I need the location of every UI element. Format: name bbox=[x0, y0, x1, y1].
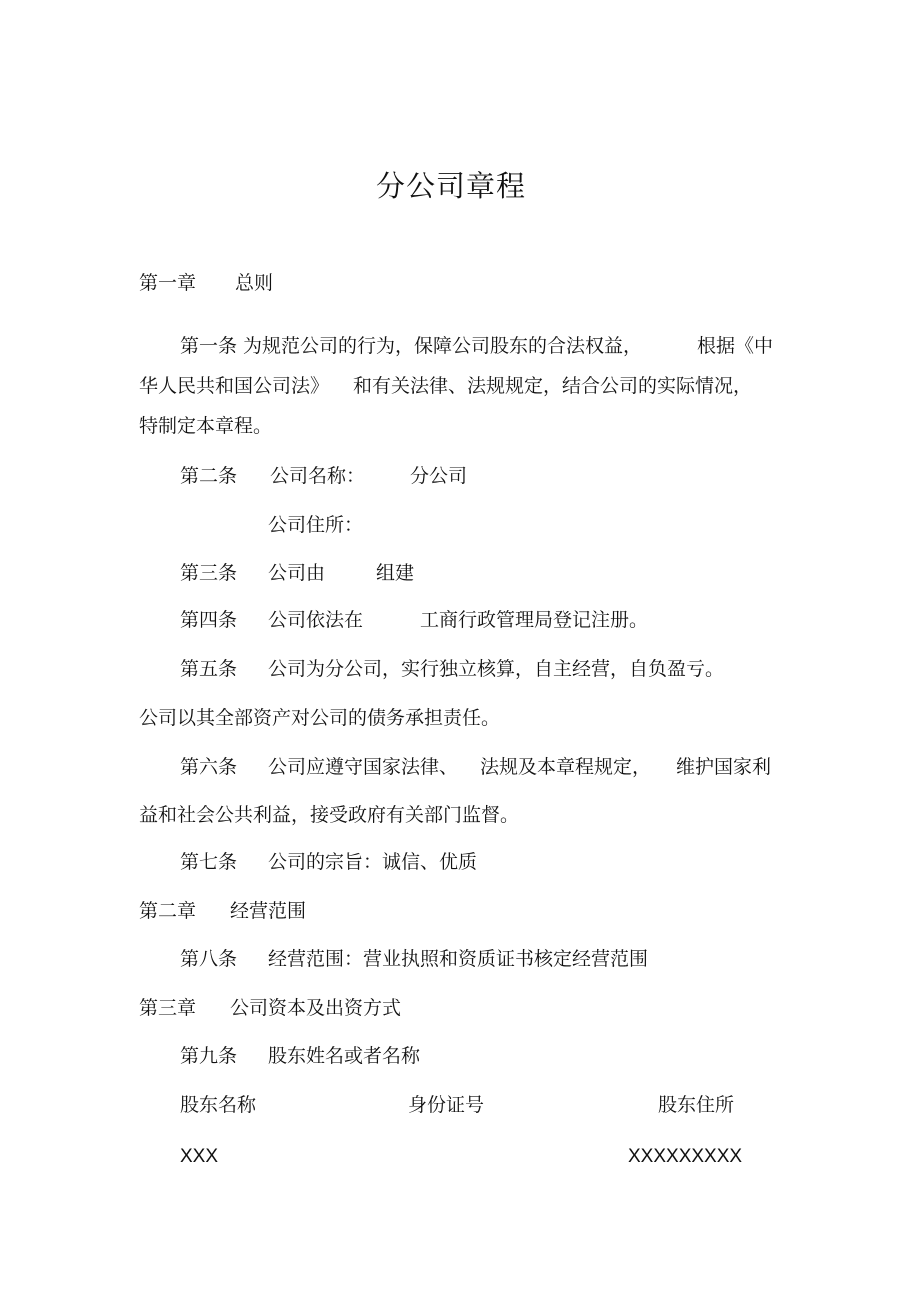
article-7-label: 第七条 bbox=[180, 851, 238, 873]
chapter-3-name: 公司资本及出资方式 bbox=[230, 997, 402, 1019]
article-1-line-2a: 华人民共和国公司法》 bbox=[139, 375, 330, 397]
article-6-line-2: 益和社会公共利益，接受政府有关部门监督。 bbox=[139, 804, 520, 826]
article-6-line-1a: 公司应遵守国家法律、 bbox=[268, 756, 459, 778]
article-1-line-1a: 第一条 为规范公司的行为，保障公司股东的合法权益， bbox=[180, 335, 643, 357]
article-3-text-a: 公司由 bbox=[268, 562, 326, 584]
chapter-2-name: 经营范围 bbox=[230, 900, 307, 922]
article-8-text: 经营范围：营业执照和资质证书核定经营范围 bbox=[268, 948, 649, 970]
article-9-label: 第九条 bbox=[180, 1045, 238, 1067]
article-5-line-1: 公司为分公司，实行独立核算，自主经营，自负盈亏。 bbox=[268, 658, 725, 680]
article-2-label: 第二条 bbox=[180, 465, 238, 487]
article-1-line-3: 特制定本章程。 bbox=[139, 415, 273, 437]
article-6-line-1c: 维护国家利 bbox=[676, 756, 772, 778]
document-title: 分公司章程 bbox=[376, 169, 527, 203]
chapter-3-label: 第三章 bbox=[139, 997, 197, 1019]
article-4-text-a: 公司依法在 bbox=[268, 609, 364, 631]
article-7-text: 公司的宗旨：诚信、优质 bbox=[268, 851, 478, 873]
chapter-1-label: 第一章 bbox=[139, 272, 197, 294]
table-header-name: 股东名称 bbox=[180, 1094, 257, 1116]
company-address-field: 公司住所： bbox=[268, 514, 364, 536]
shareholder-address-value: XXXXXXXXX bbox=[628, 1146, 743, 1167]
article-4-label: 第四条 bbox=[180, 609, 238, 631]
company-name-field: 公司名称： bbox=[270, 465, 366, 487]
shareholder-name-value: XXX bbox=[180, 1146, 219, 1167]
article-1-line-2b: 和有关法律、法规规定，结合公司的实际情况， bbox=[353, 375, 753, 397]
article-6-label: 第六条 bbox=[180, 756, 238, 778]
table-header-address: 股东住所 bbox=[658, 1094, 735, 1116]
article-3-label: 第三条 bbox=[180, 562, 238, 584]
article-1-line-1b: 根据《中 bbox=[697, 335, 774, 357]
article-3-text-b: 组建 bbox=[376, 562, 415, 584]
chapter-2-label: 第二章 bbox=[139, 900, 197, 922]
article-6-line-1b: 法规及本章程规定， bbox=[480, 756, 652, 778]
article-4-text-b: 工商行政管理局登记注册。 bbox=[420, 609, 649, 631]
table-header-id-number: 身份证号 bbox=[408, 1094, 485, 1116]
article-5-line-2: 公司以其全部资产对公司的债务承担责任。 bbox=[139, 707, 501, 729]
article-9-text: 股东姓名或者名称 bbox=[268, 1045, 421, 1067]
company-name-value: 分公司 bbox=[410, 465, 468, 487]
chapter-1-name: 总则 bbox=[235, 272, 274, 294]
article-5-label: 第五条 bbox=[180, 658, 238, 680]
article-8-label: 第八条 bbox=[180, 948, 238, 970]
